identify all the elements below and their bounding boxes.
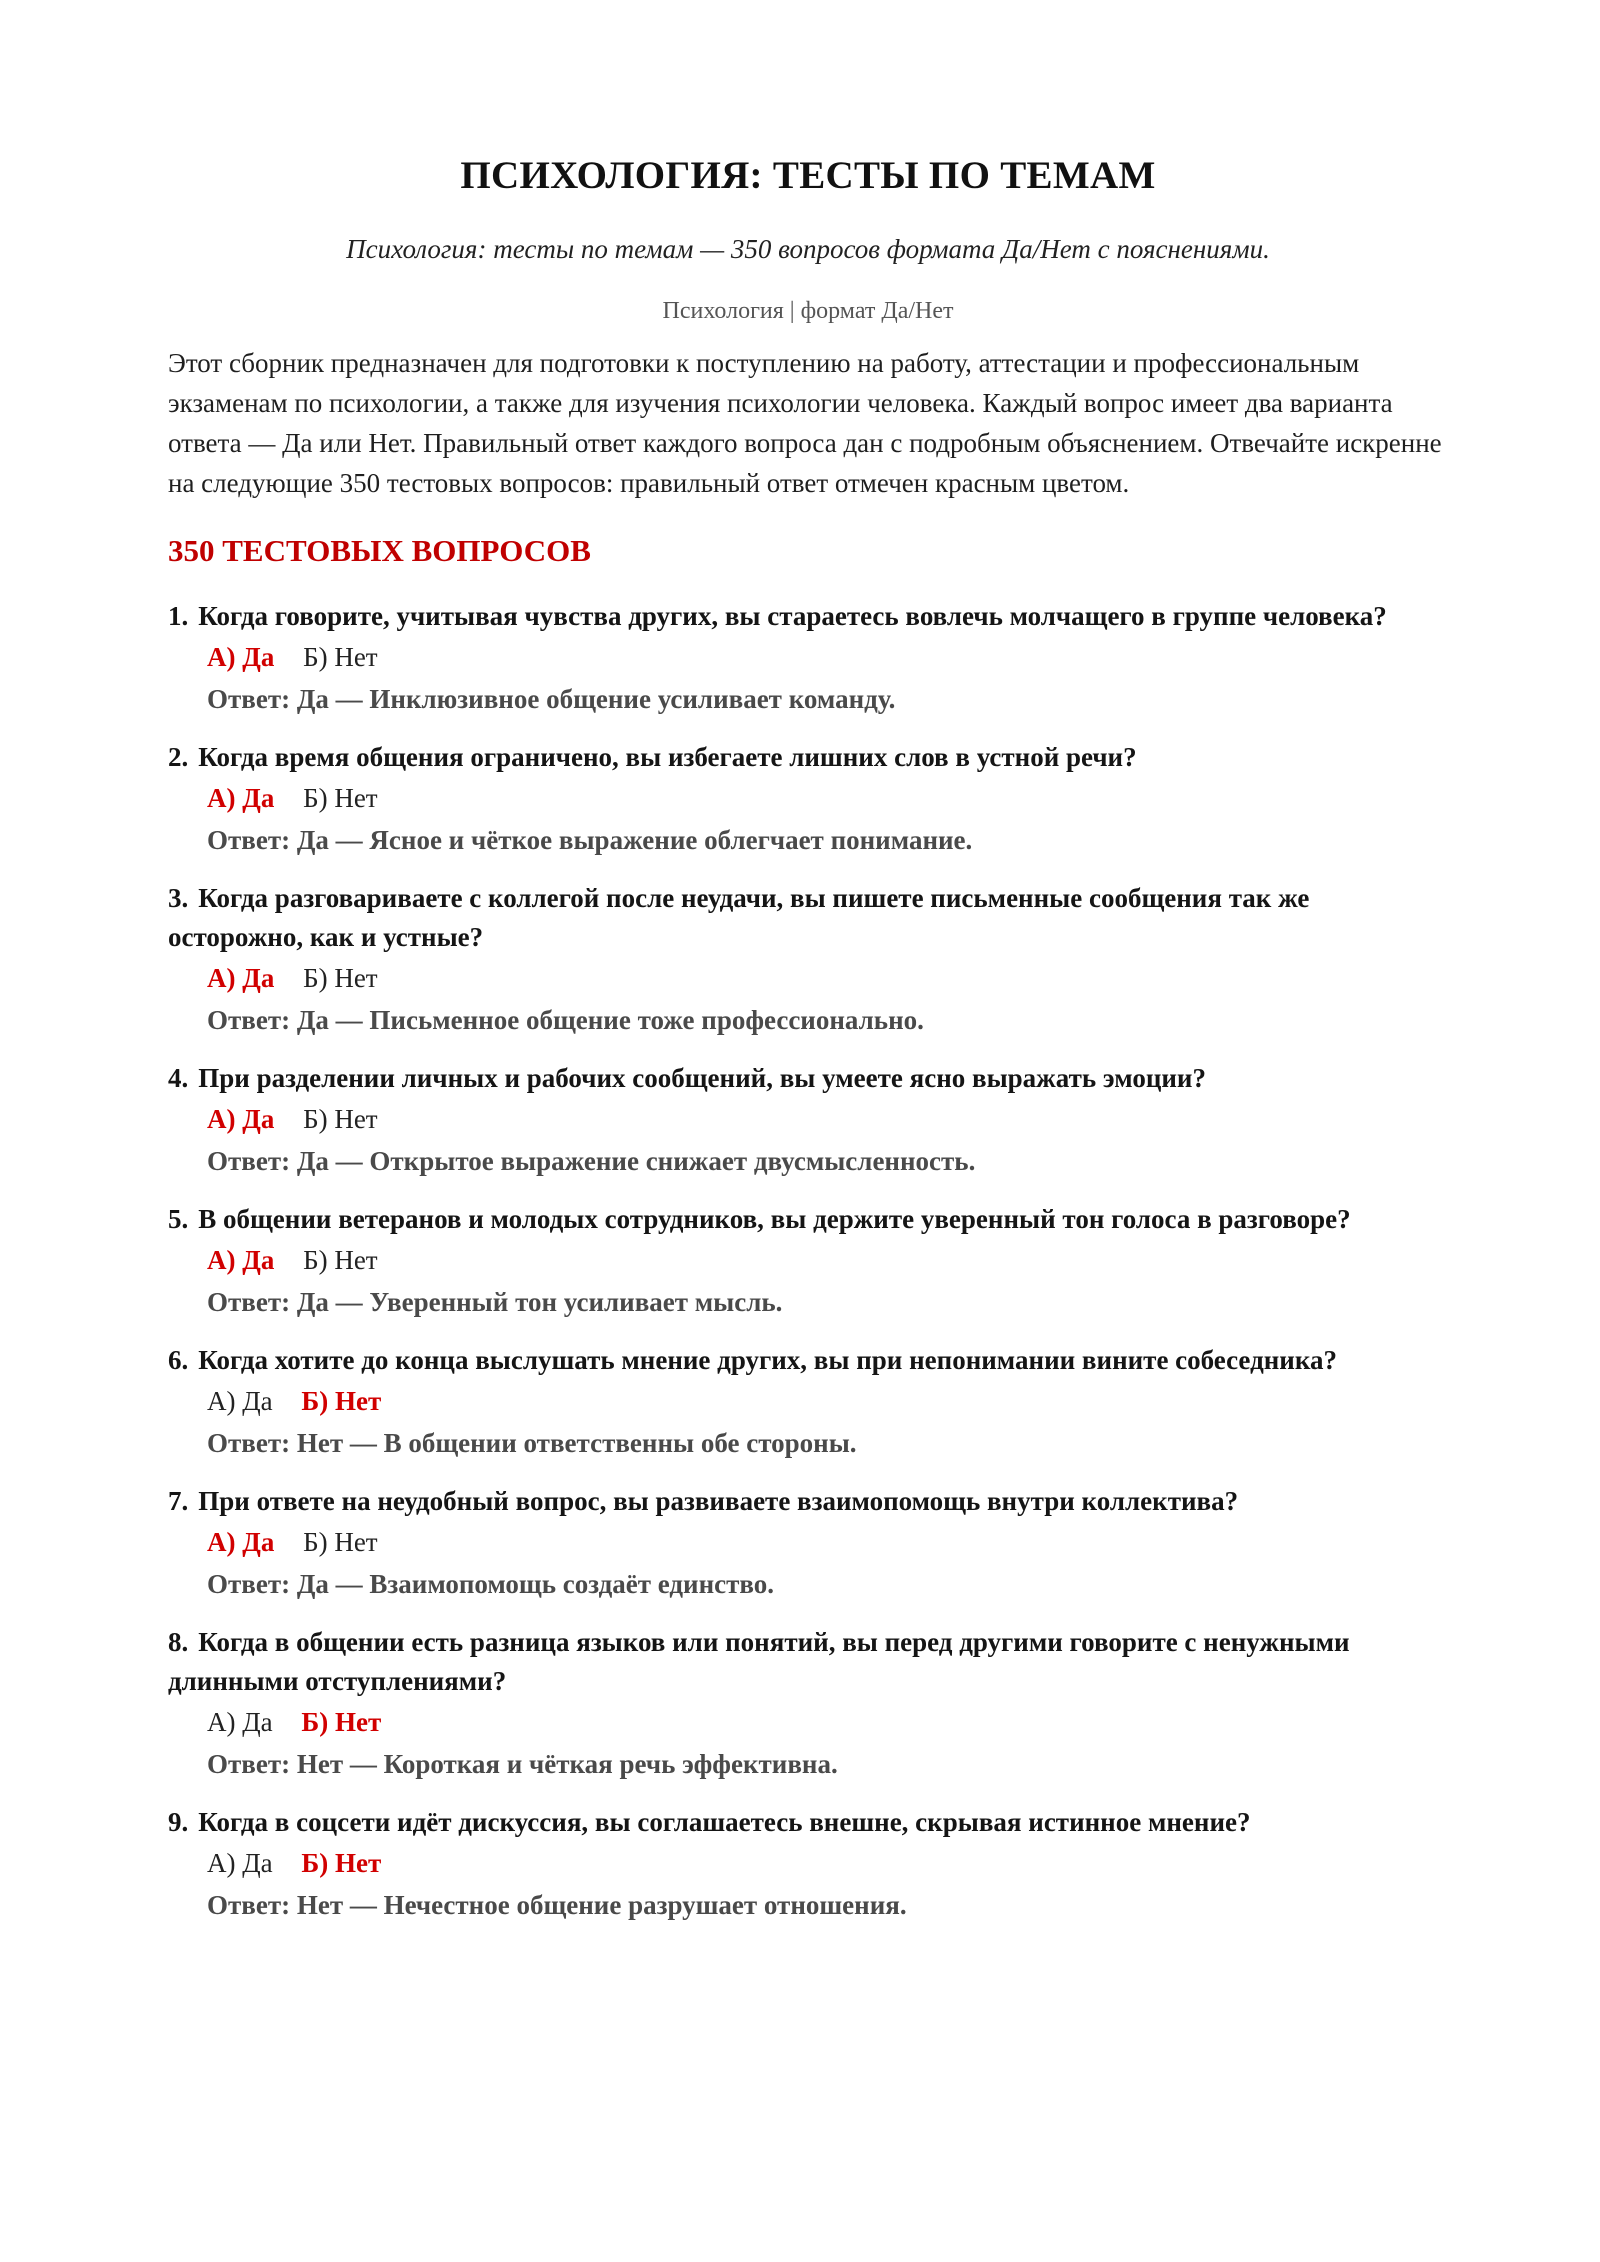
question-list: [168, 597, 1448, 1926]
answer-explanation: Ответ: Да — Инклюзивное общение усиливает команду.: [207, 684, 896, 714]
question-body: При ответе на неудобный вопрос, вы развиваете взаимопомощь внутри коллектива?: [198, 1486, 1239, 1516]
answer-options: [207, 957, 1448, 999]
question-number: 2.: [168, 742, 189, 772]
answer-options: [207, 1380, 1448, 1422]
question-number: 6.: [168, 1345, 189, 1375]
option-a[interactable]: А) Да: [207, 1386, 273, 1416]
question-body: Когда хотите до конца выслушать мнение других, вы при непонимании вините собеседника?: [198, 1345, 1337, 1375]
answer-options: [207, 1521, 1448, 1563]
answer-options: [207, 1701, 1448, 1743]
question-item: [168, 879, 1448, 1041]
question-number: 7.: [168, 1486, 189, 1516]
question-item: [168, 738, 1448, 861]
page-title: ПСИХОЛОГИЯ: ТЕСТЫ ПО ТЕМАМ: [460, 154, 1156, 197]
answer-options: [207, 777, 1448, 819]
question-body: Когда в общении есть разница языков или понятий, вы перед другими говорите с ненужными длинными отступлениями?: [168, 1627, 1350, 1696]
answer-explanation: Ответ: Нет — В общении ответственны обе стороны.: [207, 1428, 857, 1458]
option-a[interactable]: А) Да: [207, 1848, 273, 1878]
question-body: Когда в соцсети идёт дискуссия, вы соглашаетесь внешне, скрывая истинное мнение?: [198, 1807, 1251, 1837]
question-number: 9.: [168, 1807, 189, 1837]
question-number: 3.: [168, 883, 189, 913]
option-a[interactable]: А) Да: [207, 1245, 275, 1275]
question-text: [168, 1482, 1448, 1521]
answer-explanation: Ответ: Да — Письменное общение тоже профессионально.: [207, 1005, 924, 1035]
answer-explanation: Ответ: Нет — Короткая и чёткая речь эффективна.: [207, 1749, 838, 1779]
option-a[interactable]: А) Да: [207, 642, 275, 672]
answer-explanation: Ответ: Да — Уверенный тон усиливает мысль.: [207, 1287, 783, 1317]
option-b[interactable]: Б) Нет: [303, 1527, 378, 1557]
option-b[interactable]: Б) Нет: [301, 1386, 382, 1416]
answer-explanation: Ответ: Нет — Нечестное общение разрушает отношения.: [207, 1890, 907, 1920]
question-text: [168, 879, 1448, 957]
question-item: [168, 1482, 1448, 1605]
option-b[interactable]: Б) Нет: [301, 1848, 382, 1878]
question-body: В общении ветеранов и молодых сотрудников, вы держите уверенный тон голоса в разговоре?: [198, 1204, 1351, 1234]
option-a[interactable]: А) Да: [207, 1527, 275, 1557]
question-number: 5.: [168, 1204, 189, 1234]
question-number: 1.: [168, 601, 189, 631]
option-b[interactable]: Б) Нет: [303, 1245, 378, 1275]
question-body: Когда разговариваете с коллегой после неудачи, вы пишете письменные сообщения так же осторожно, как и устные?: [168, 883, 1310, 952]
option-b[interactable]: Б) Нет: [303, 642, 378, 672]
option-b[interactable]: Б) Нет: [303, 963, 378, 993]
question-text: [168, 597, 1448, 636]
question-item: [168, 1200, 1448, 1323]
question-text: [168, 1059, 1448, 1098]
question-number: 8.: [168, 1627, 189, 1657]
answer-options: [207, 636, 1448, 678]
option-a[interactable]: А) Да: [207, 1104, 275, 1134]
question-number: 4.: [168, 1063, 189, 1093]
answer-options: [207, 1098, 1448, 1140]
question-item: [168, 597, 1448, 720]
answer-explanation: Ответ: Да — Открытое выражение снижает двусмысленность.: [207, 1146, 976, 1176]
question-body: При разделении личных и рабочих сообщений, вы умеете ясно выражать эмоции?: [198, 1063, 1206, 1093]
question-text: [168, 1200, 1448, 1239]
question-text: [168, 1803, 1448, 1842]
intro-paragraph: Этот сборник предназначен для подготовки к поступлению на работу, аттестации и профессиональным экзаменам по психологии, а также для изучения психологии человека. Каждый вопрос имеет два варианта ответа — Да или Нет. Правильный ответ каждого вопроса дан с подробным объяснением. Отвечайте искренне на следующие 350 тестовых вопросов: правильный ответ отмечен красным цветом.: [168, 348, 1442, 498]
question-item: [168, 1059, 1448, 1182]
question-text: [168, 1623, 1448, 1701]
answer-options: [207, 1239, 1448, 1281]
question-body: Когда время общения ограничено, вы избегаете лишних слов в устной речи?: [198, 742, 1137, 772]
question-body: Когда говорите, учитывая чувства других, вы стараетесь вовлечь молчащего в группе человека?: [198, 601, 1387, 631]
option-b[interactable]: Б) Нет: [303, 783, 378, 813]
question-text: [168, 738, 1448, 777]
answer-explanation: Ответ: Да — Взаимопомощь создаёт единство.: [207, 1569, 775, 1599]
option-b[interactable]: Б) Нет: [301, 1707, 382, 1737]
option-a[interactable]: А) Да: [207, 963, 275, 993]
page-subtitle: Психология: тесты по темам — 350 вопросов формата Да/Нет с пояснениями.: [346, 234, 1270, 264]
answer-options: [207, 1842, 1448, 1884]
question-item: [168, 1341, 1448, 1464]
answer-explanation: Ответ: Да — Ясное и чёткое выражение облегчает понимание.: [207, 825, 973, 855]
option-a[interactable]: А) Да: [207, 1707, 273, 1737]
document-page: [168, 0, 1448, 1944]
section-heading: 350 ТЕСТОВЫХ ВОПРОСОВ: [168, 533, 591, 568]
question-item: [168, 1623, 1448, 1785]
question-item: [168, 1803, 1448, 1926]
option-b[interactable]: Б) Нет: [303, 1104, 378, 1134]
document-meta: Психология | формат Да/Нет: [662, 298, 954, 324]
option-a[interactable]: А) Да: [207, 783, 275, 813]
question-text: [168, 1341, 1448, 1380]
